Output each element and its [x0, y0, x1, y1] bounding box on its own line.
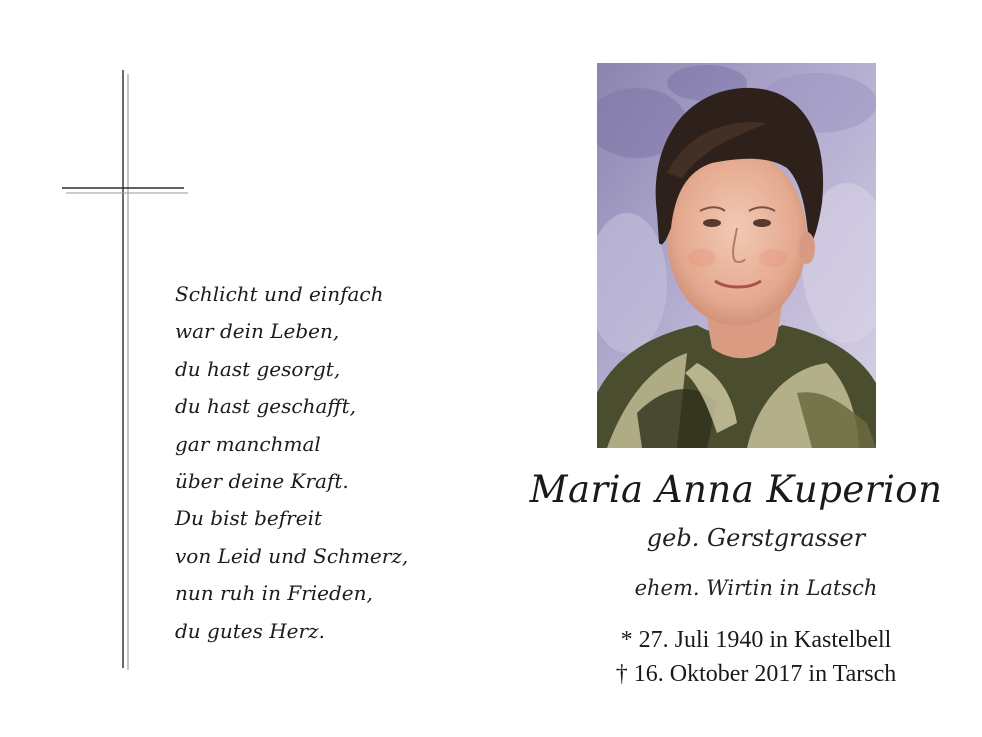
birth-date-place: 27. Juli 1940 in Kastelbell	[638, 627, 892, 653]
birth-star-icon: *	[620, 627, 633, 653]
poem-line: nun ruh in Frieden,	[175, 581, 373, 606]
occupation: ehem. Wirtin in Latsch	[634, 576, 878, 600]
poem-line: war dein Leben,	[175, 319, 340, 344]
death-date-place: 16. Oktober 2017 in Tarsch	[633, 661, 897, 687]
poem-line: du hast geschafft,	[175, 394, 356, 419]
poem-line: gar manchmal	[175, 431, 321, 456]
dagger-icon: †	[615, 661, 628, 687]
poem-line: von Leid und Schmerz,	[175, 543, 409, 568]
poem-line: du gutes Herz.	[175, 618, 325, 643]
maiden-name: geb. Gerstgrasser	[646, 524, 866, 552]
poem-line: über deine Kraft.	[175, 469, 349, 494]
poem-line: Du bist befreit	[175, 506, 323, 531]
death-line	[520, 661, 982, 688]
poem	[175, 276, 475, 650]
portrait-photo	[597, 63, 876, 448]
birth-line	[520, 627, 982, 654]
poem-line: Schlicht und einfach	[175, 282, 384, 306]
deceased-name: Maria Anna Kuperion	[529, 468, 943, 511]
cross-icon	[60, 70, 190, 670]
poem-line: du hast gesorgt,	[175, 356, 341, 381]
